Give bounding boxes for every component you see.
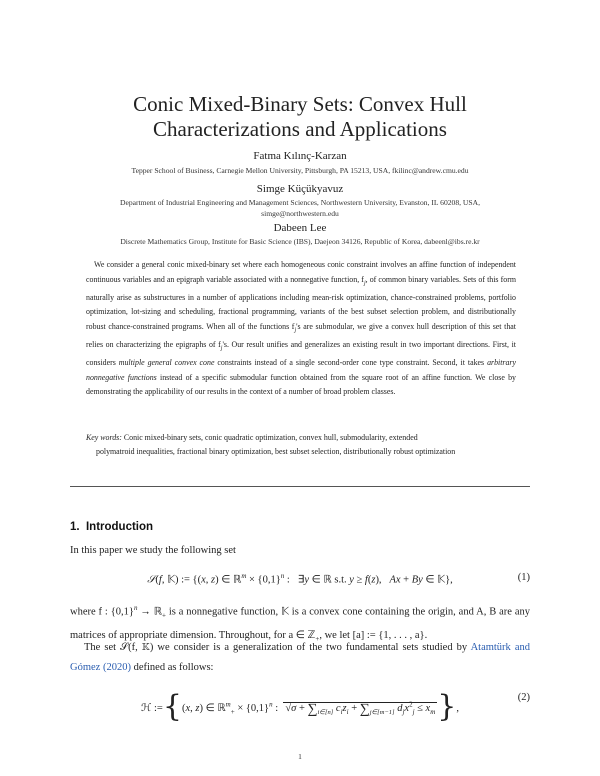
affiliation-line: simge@northwestern.edu [261,209,339,218]
abstract: We consider a general conic mixed-binary set where each homogeneous conic constraint involves an affine function of independent continuous variables and an epigraph variable associated with a nonnegative function, $f_j$, of common binary variables. Sets of this form naturally arise as substructures in a number of applications including mean-risk optimization, chance-constrained problems, portfolio optimization, lot-sizing and scheduling, fractional programming, variants of the best subset selection problem, and distributionally robust chance-constrained programs. When all of the functions $f_j's$ are submodular, we give a convex hull description of this set that relies on characterizing the epigraphs of $f_j's$. Our result unifies and generalizes an existing result in two important directions. First, it considers multiple general convex cone constraints instead of a single second-order cone type constraint. Second, it takes arbitrary nonnegative functions instead of a specific submodular function obtained from the square root of an affine function. We close by demonstrating the applicability of our results in the context of a number of broad problem classes. [86,260,517,397]
keywords-label: Key words: [86,433,122,442]
equation-1-number: (1) [517,572,530,583]
keywords-line-1: Conic mixed-binary sets, conic quadratic optimization, convex hull, submodularity, extended [123,433,418,442]
equation-2-number: (2) [517,692,530,703]
section-heading [70,521,153,533]
section-number: 1. [70,521,80,533]
author-affiliation: Discrete Mathematics Group, Institute for Basic Science (IBS), Daejeon 34126, Republic of Korea, dabeenl@ibs.re.kr [120,237,480,246]
title-line-2: Characterizations and Applications [153,117,447,141]
keywords-rest: polymatroid inequalities, fractional binary optimization, best subset selection, distributionally robust optimization [96,447,456,456]
section-title: Introduction [85,521,154,533]
intro-paragraph-2: The set 𝒮(f, 𝕂) we consider is a generalization of the two fundamental sets studied by Atamtürk and Gómez (2020) defined as follows: [70,642,530,673]
title-line-1: Conic Mixed-Binary Sets: Convex Hull [133,92,467,116]
intro-paragraph-1: where f : $\{0,1\}^n$ → ℝ$_+$ is a nonnegative function, 𝕂 is a convex cone containing the origin, and A, B are any matrices of appropriate dimension. Throughout, for a ∈ ℤ$_+$, we let [a] := {1, . . . , a}. [70,604,530,643]
page-number: 1 [298,752,302,761]
author-name: Fatma Kılınç-Karzan [253,150,347,162]
author-name: Simge Küçükyavuz [256,183,344,195]
keywords [86,431,516,459]
equation-2 [70,680,530,726]
section-divider [70,486,530,487]
author-affiliation: Tepper School of Business, Carnegie Mellon University, Pittsburgh, PA 15213, USA, fkilinc@andrew.cmu.edu [131,166,469,175]
citation-link[interactable]: Atamtürk and Gómez (2020) [70,642,530,673]
equation-2-body: ℋ :={(x, z) ∈ ℝ$^m_+$ × $\{0,1\}^n$ : $√\sigma + \sum_{i\in[n]}$ $c_iz_i + \sum_{j\in[m-1]}$ $d_jx^2_j \le x_m$}, [141,689,459,724]
affiliation-line: Department of Industrial Engineering and Management Sciences, Northwestern University, Evanston, IL 60208, USA, [119,198,481,207]
intro-lead: In this paper we study the following set [70,545,236,556]
author-name: Dabeen Lee [273,222,327,234]
paper-title [40,92,560,142]
equation-1-body: 𝒮(f, 𝕂) := {(x, z) ∈ ℝ$^m$ × $\{0,1\}^n$ : ∃y ∈ ℝ s.t. y ≥ f(z), Ax + By ∈ 𝕂}, [147,572,453,586]
equation-1 [70,566,530,596]
author-affiliation [70,197,530,219]
